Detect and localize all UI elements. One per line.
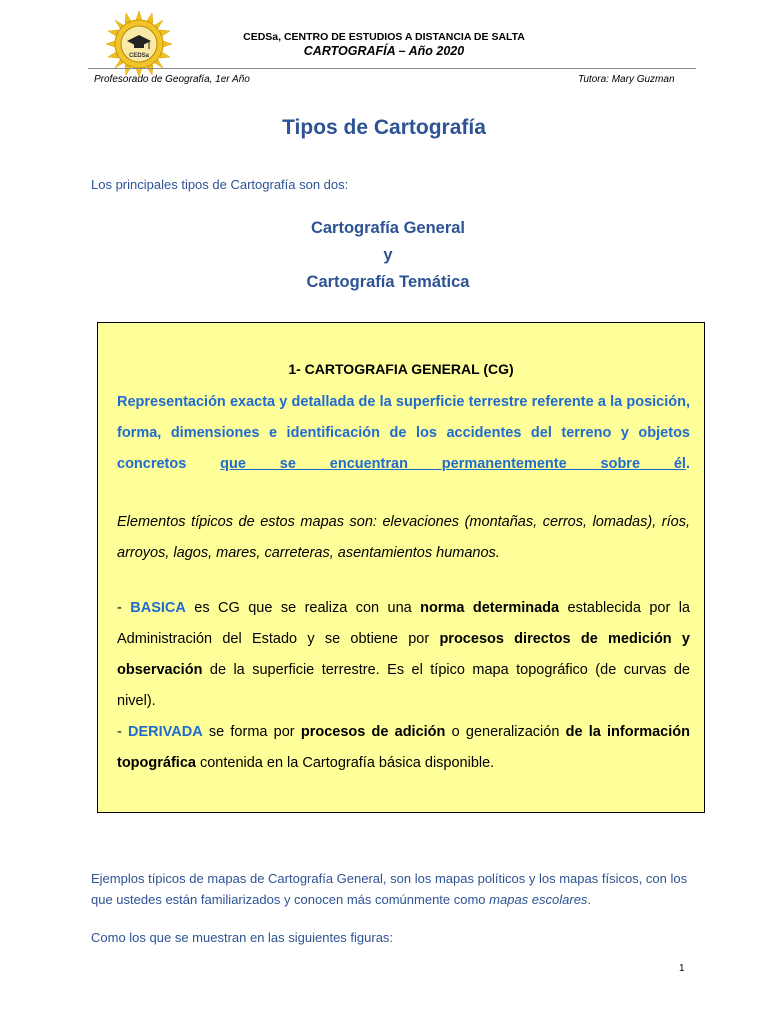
definition-underlined: que se encuentran permanentemente sobre él (220, 456, 686, 472)
page-title: Tipos de Cartografía (282, 116, 486, 139)
examples-italic: mapas escolares (489, 892, 588, 907)
header-tutor: Tutora: Mary Guzman (578, 74, 675, 85)
page-number: 1 (679, 963, 685, 974)
derivada-bold-1: procesos de adición (300, 724, 446, 740)
intro-text: Los principales tipos de Cartografía son dos: (91, 177, 349, 192)
header-organization: CEDSa, CENTRO DE ESTUDIOS A DISTANCIA DE SALTA (243, 31, 525, 43)
basica-term: BASICA (130, 600, 186, 616)
header-program: Profesorado de Geografía, 1er Año (94, 74, 250, 85)
derivada-dash: - (117, 724, 129, 740)
basica-text-3: de la superficie terrestre. Es el típico mapa topográfico (de curvas de nivel). (117, 662, 690, 709)
subtitle-general: Cartografía General (310, 219, 466, 237)
elements-paragraph: Elementos típicos de estos mapas son: elevaciones (montañas, cerros, lomadas), ríos, arroyos, lagos, mares, carreteras, asentamientos humanos. (117, 514, 690, 561)
examples-paragraph (91, 868, 691, 910)
derivada-term: DERIVADA (128, 724, 203, 740)
basica-text-2: establecida por la Administración del Estado y se obtiene por (117, 600, 690, 647)
definition-paragraph (117, 387, 690, 480)
examples-end: . (587, 892, 592, 907)
basica-bold-2: procesos directos de medición y observación (117, 631, 690, 678)
derivada-text-3: contenida en la Cartografía básica disponible. (195, 755, 495, 771)
derivada-paragraph (117, 717, 690, 779)
general-cartography-box (97, 322, 705, 813)
basica-text-1: es CG que se realiza con una (185, 600, 421, 616)
subtitle-conjunction: y (383, 246, 393, 264)
svg-text:CEDSa: CEDSa (128, 53, 150, 59)
definition-text: Representación exacta y detallada de la superficie terrestre referente a la posición, forma, dimensiones e identificación de los accidentes del terreno y objetos concretos (117, 394, 690, 472)
subtitle-tematica: Cartografía Temática (306, 273, 470, 291)
basica-dash: - (117, 600, 131, 616)
derivada-text-1: se forma por (202, 724, 301, 740)
header-divider (88, 68, 696, 69)
derivada-bold-2: de la información topográfica (117, 724, 690, 771)
examples-text: Ejemplos típicos de mapas de Cartografía General, son los mapas políticos y los mapas físicos, con los que ustedes están familiarizados y conocen más comúnmente como (91, 871, 688, 907)
derivada-text-2: o generalización (445, 724, 566, 740)
header-course: CARTOGRAFÍA – Año 2020 (303, 44, 465, 58)
basica-paragraph (117, 593, 690, 717)
box-heading: 1- CARTOGRAFIA GENERAL (CG) (288, 361, 514, 377)
definition-end: . (685, 456, 690, 472)
figures-intro: Como los que se muestran en las siguientes figuras: (91, 930, 394, 945)
basica-bold-1: norma determinada (420, 600, 560, 616)
